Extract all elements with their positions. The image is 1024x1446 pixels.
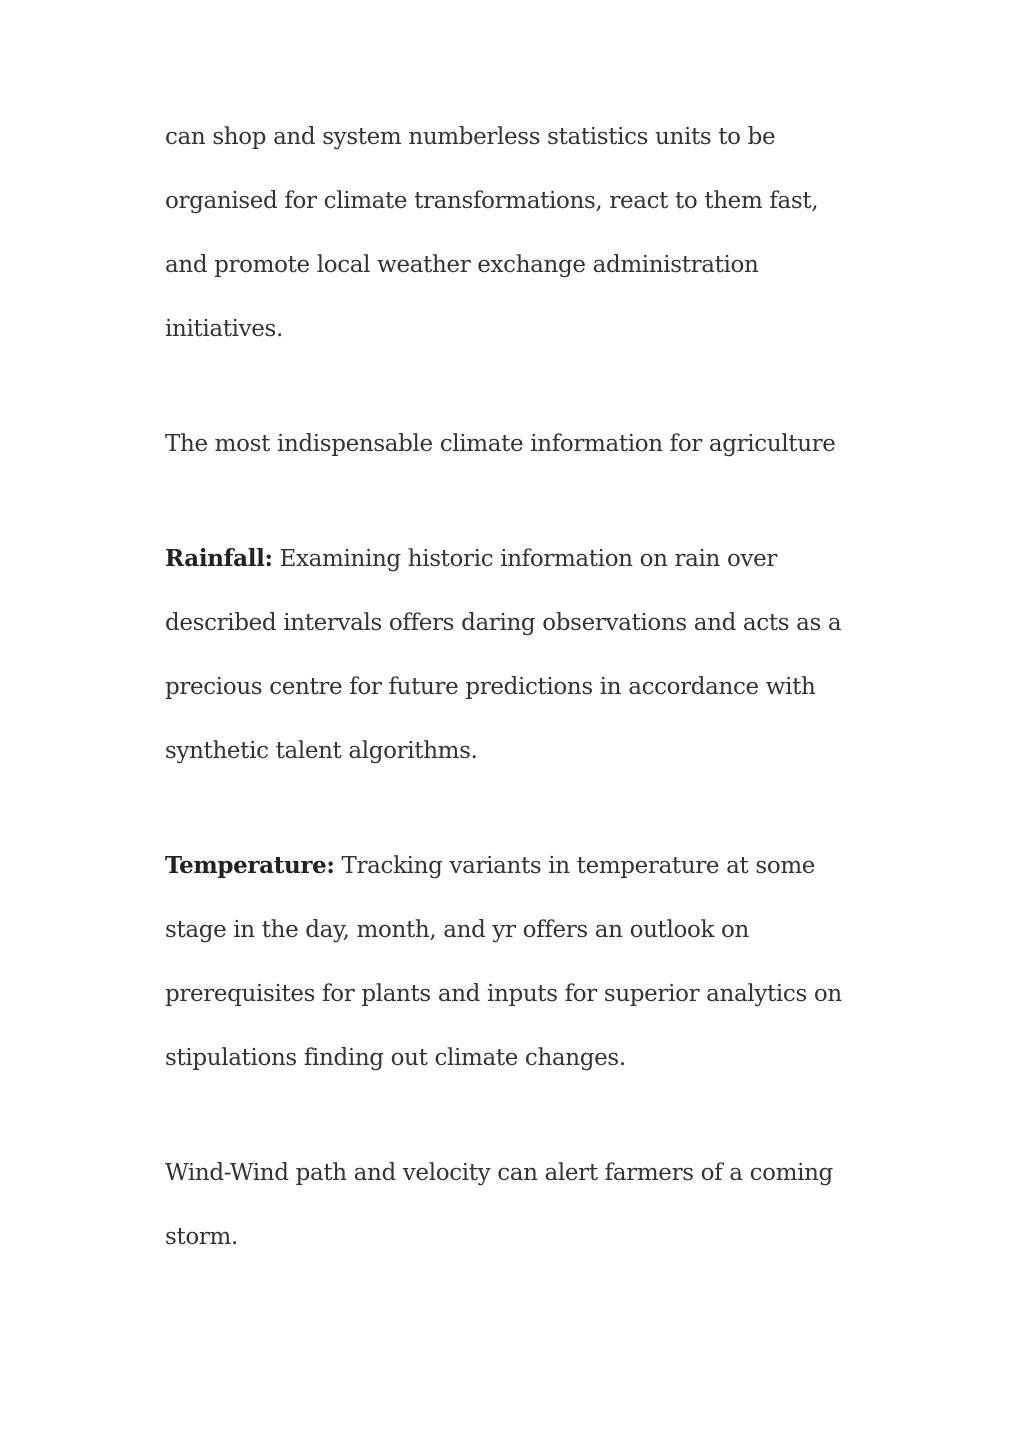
temperature-term: Temperature: bbox=[165, 852, 335, 879]
temperature-text: Tracking variants in temperature at some stage in the day, month, and yr offers an outlook on prerequisites for plants and inputs for superior analytics on stipulations finding out climate changes. bbox=[165, 853, 842, 1071]
wind-paragraph: Wind-Wind path and velocity can alert farmers of a coming storm. bbox=[165, 1160, 833, 1250]
rainfall-term: Rainfall: bbox=[165, 545, 273, 572]
rainfall-paragraph bbox=[165, 527, 865, 783]
intro-paragraph: can shop and system numberless statistics units to be organised for climate transformations, react to them fast, and promote local weather exchange administration initiatives. bbox=[165, 124, 819, 342]
temperature-paragraph bbox=[165, 834, 865, 1090]
section-heading: The most indispensable climate information for agriculture bbox=[165, 431, 836, 457]
document-page bbox=[165, 105, 865, 1320]
rainfall-text: Examining historic information on rain over described intervals offers daring observations and acts as a precious centre for future predictions in accordance with synthetic talent algorithms. bbox=[165, 546, 842, 764]
